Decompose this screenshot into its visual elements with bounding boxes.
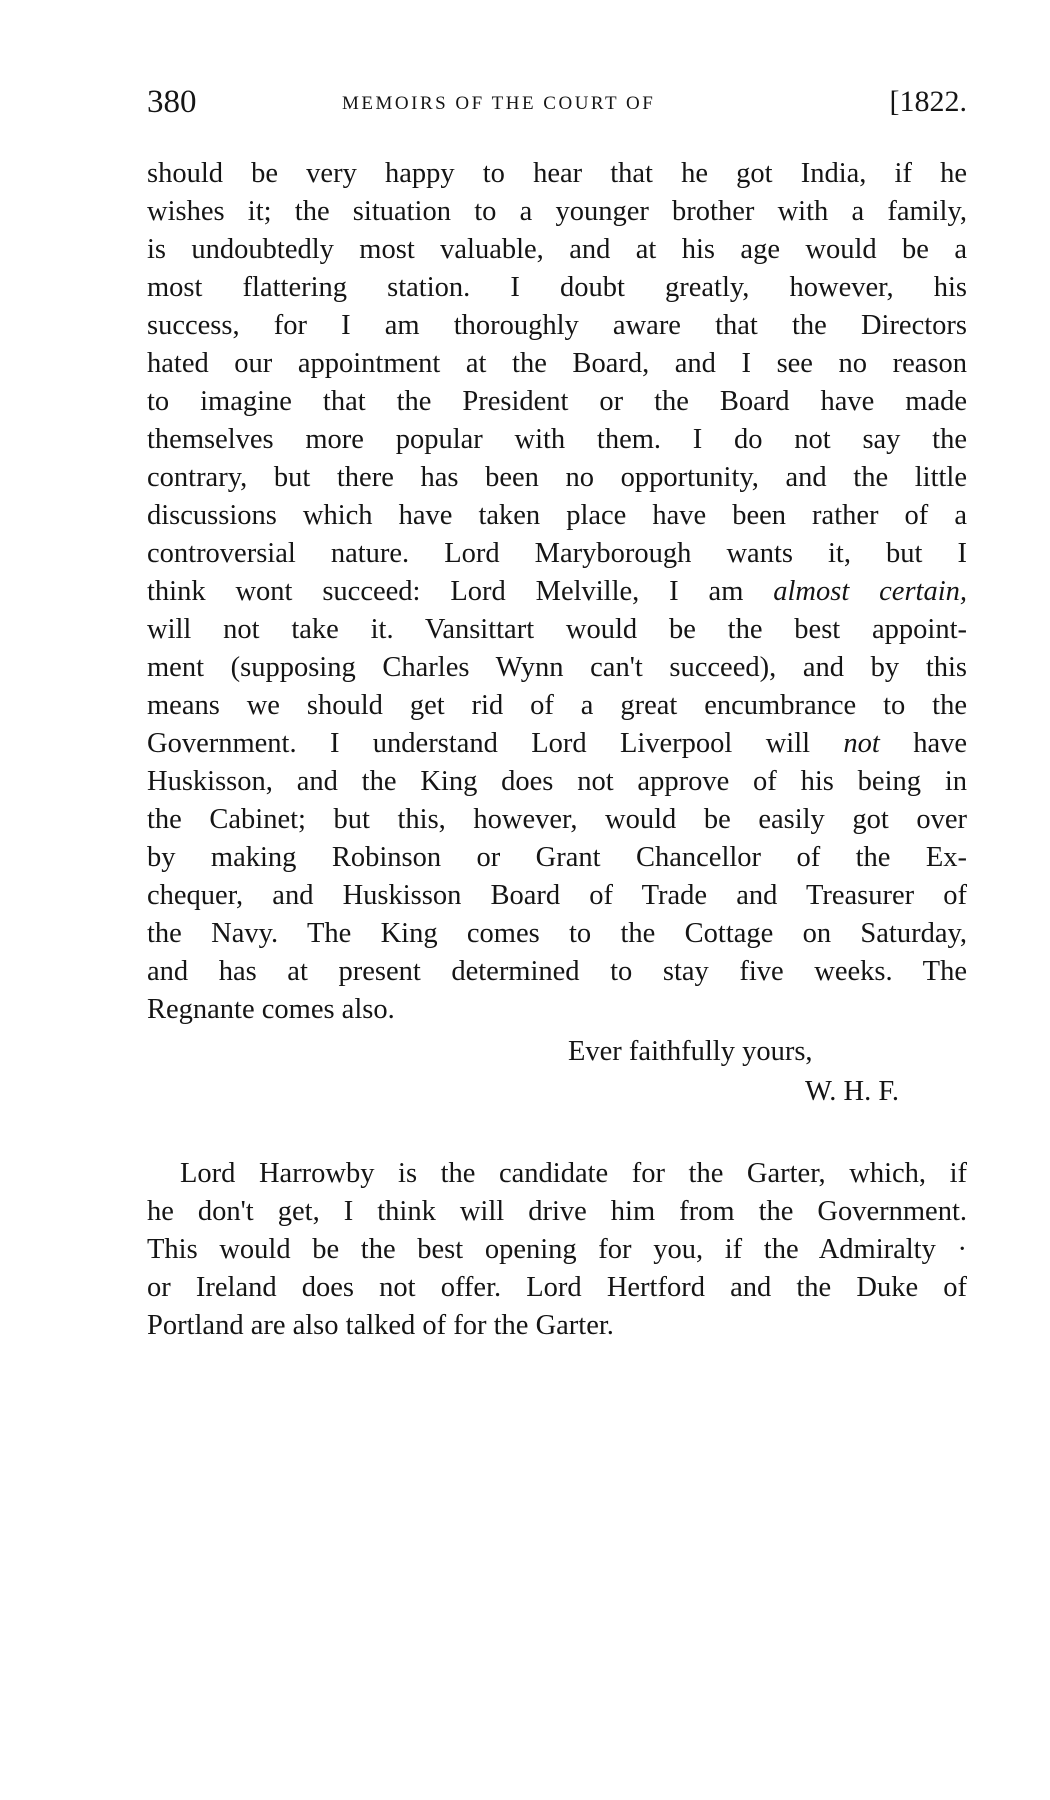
- text-line: ment (supposing Charles Wynn can't succeed), and by this: [147, 652, 967, 683]
- text-line: Lord Harrowby is the candidate for the Garter, which, if: [180, 1158, 967, 1189]
- text-line: and has at present determined to stay five weeks. The: [147, 956, 967, 987]
- text-line: to imagine that the President or the Board have made: [147, 386, 967, 417]
- text-line: themselves more popular with them. I do not say the: [147, 424, 967, 455]
- text-line: [147, 572, 967, 612]
- text-line: [147, 724, 967, 764]
- text-line: should be very happy to hear that he got India, if he: [147, 158, 967, 189]
- text-line: wishes it; the situation to a younger brother with a family,: [147, 196, 967, 227]
- text-segment: Government. I understand Lord Liverpool will: [147, 728, 844, 759]
- text-line: chequer, and Huskisson Board of Trade and Treasurer of: [147, 880, 967, 911]
- page-number: 380: [147, 84, 197, 120]
- running-year: [1822.: [889, 85, 967, 118]
- text-line: contrary, but there has been no opportunity, and the little: [147, 462, 967, 493]
- text-line: discussions which have taken place have been rather of a: [147, 500, 967, 531]
- text-line: the Navy. The King comes to the Cottage on Saturday,: [147, 918, 967, 949]
- running-title: MEMOIRS OF THE COURT OF: [342, 93, 656, 114]
- text-line: hated our appointment at the Board, and I see no reason: [147, 348, 967, 379]
- text-line: will not take it. Vansittart would be the best appoint-: [147, 614, 967, 645]
- italic-emphasis: almost certain,: [773, 576, 967, 607]
- text-line: or Ireland does not offer. Lord Hertford and the Duke of: [147, 1272, 967, 1303]
- text-line: he don't get, I think will drive him from the Government.: [147, 1196, 967, 1227]
- text-segment: think wont succeed: Lord Melville, I am: [147, 576, 774, 607]
- text-line: Regnante comes also.: [147, 994, 395, 1025]
- text-line: most flattering station. I doubt greatly, however, his: [147, 272, 967, 303]
- letter-signature: W. H. F.: [805, 1076, 900, 1107]
- text-line: is undoubtedly most valuable, and at his age would be a: [147, 234, 967, 265]
- text-line: success, for I am thoroughly aware that the Directors: [147, 310, 967, 341]
- running-head: [147, 82, 967, 122]
- text-line: means we should get rid of a great encumbrance to the: [147, 690, 967, 721]
- text-segment: have: [879, 728, 967, 759]
- letter-closing: Ever faithfully yours,: [568, 1036, 813, 1067]
- text-line: controversial nature. Lord Maryborough wants it, but I: [147, 538, 967, 569]
- text-line: This would be the best opening for you, if the Admiralty ·: [147, 1234, 967, 1265]
- text-line: Portland are also talked of for the Garter.: [147, 1310, 614, 1341]
- text-line: Huskisson, and the King does not approve of his being in: [147, 766, 967, 797]
- italic-emphasis: not: [843, 728, 880, 759]
- text-line: by making Robinson or Grant Chancellor of the Ex-: [147, 842, 967, 873]
- text-line: the Cabinet; but this, however, would be easily got over: [147, 804, 967, 835]
